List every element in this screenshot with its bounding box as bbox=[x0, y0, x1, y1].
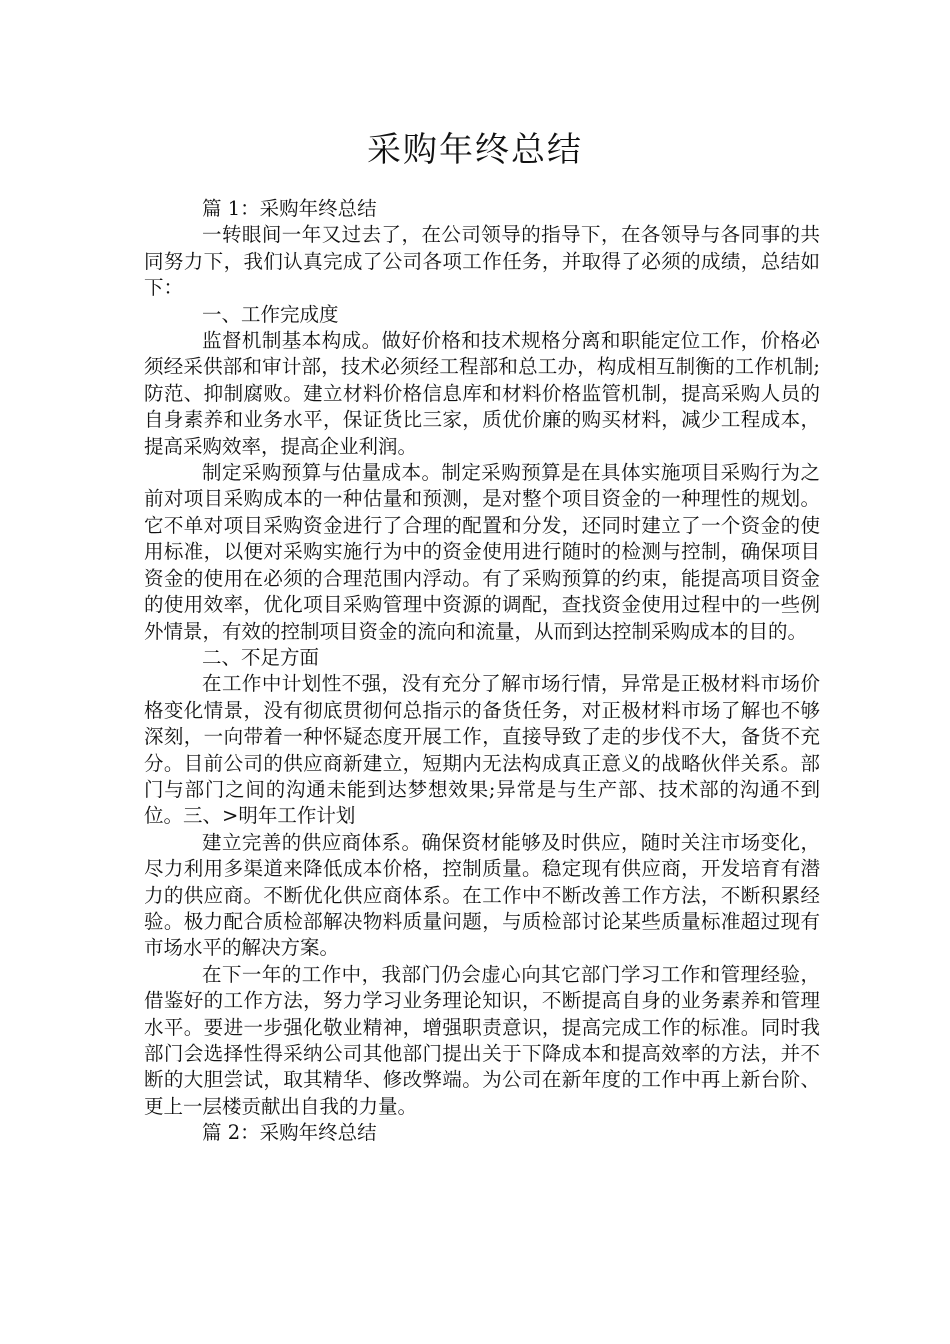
section-heading: 一、工作完成度 bbox=[202, 302, 339, 326]
intro-paragraph: 一转眼间一年又过去了，在公司领导的指导下，在各领导与各同事的共同努力下，我们认真完成了公司各项工作任务，并取得了必须的成绩，总结如下： bbox=[144, 223, 820, 300]
body-paragraph: 建立完善的供应商体系。确保资材能够及时供应，随时关注市场变化，尽力利用多渠道来降低成本价格，控制质量。稳定现有供应商，开发培育有潜力的供应商。不断优化供应商体系。在工作中不断改善工作方法，不断积累经验。极力配合质检部解决物料质量问题，与质检部讨论某些质量标准超过现有市场水平的解决方案。 bbox=[144, 830, 820, 960]
section-heading: 篇 2：采购年终总结 bbox=[202, 1121, 377, 1145]
document-body bbox=[144, 196, 820, 1147]
body-paragraph: 制定采购预算与估量成本。制定采购预算是在具体实施项目采购行为之前对项目采购成本的一种估量和预测，是对整个项目资金的一种理性的规划。它不单对项目采购资金进行了合理的配置和分发，还同时建立了一个资金的使用标准，以便对采购实施行为中的资金使用进行随时的检测与控制，确保项目资金的使用在必须的合理范围内浮动。有了采购预算的约束，能提高项目资金的使用效率，优化项目采购管理中资源的调配，查找资金使用过程中的一些例外情景，有效的控制项目资金的流向和流量，从而到达控制采购成本的目的。 bbox=[144, 461, 820, 643]
section-heading: 二、不足方面 bbox=[202, 645, 320, 669]
body-paragraph: 在下一年的工作中，我部门仍会虚心向其它部门学习工作和管理经验，借鉴好的工作方法，努力学习业务理论知识，不断提高自身的业务素养和管理水平。要进一步强化敬业精神，增强职责意识，提高完成工作的标准。同时我部门会选择性得采纳公司其他部门提出关于下降成本和提高效率的方法，并不断的大胆尝试，取其精华、修改弊端。为公司在新年度的工作中再上新台阶、更上一层楼贡献出自我的力量。 bbox=[144, 962, 820, 1118]
body-paragraph: 在工作中计划性不强，没有充分了解市场行情，异常是正极材料市场价格变化情景，没有彻底贯彻何总指示的备货任务，对正极材料市场了解也不够深刻，一向带着一种怀疑态度开展工作，直接导致了走的步伐不大，备货不充分。目前公司的供应商新建立，短期内无法构成真正意义的战略伙伴关系。部门与部门之间的沟通未能到达梦想效果;异常是与生产部、技术部的沟通不到位。三、>明年工作计划 bbox=[144, 672, 820, 828]
document-title: 采购年终总结 bbox=[367, 130, 583, 170]
section-heading: 篇 1：采购年终总结 bbox=[202, 197, 377, 220]
body-paragraph: 监督机制基本构成。做好价格和技术规格分离和职能定位工作，价格必须经采供部和审计部，技术必须经工程部和总工办，构成相互制衡的工作机制;防范、抑制腐败。建立材料价格信息库和材料价格监管机制，提高采购人员的自身素养和业务水平，保证货比三家，质优价廉的购买材料，减少工程成本，提高采购效率，提高企业利润。 bbox=[144, 329, 820, 458]
